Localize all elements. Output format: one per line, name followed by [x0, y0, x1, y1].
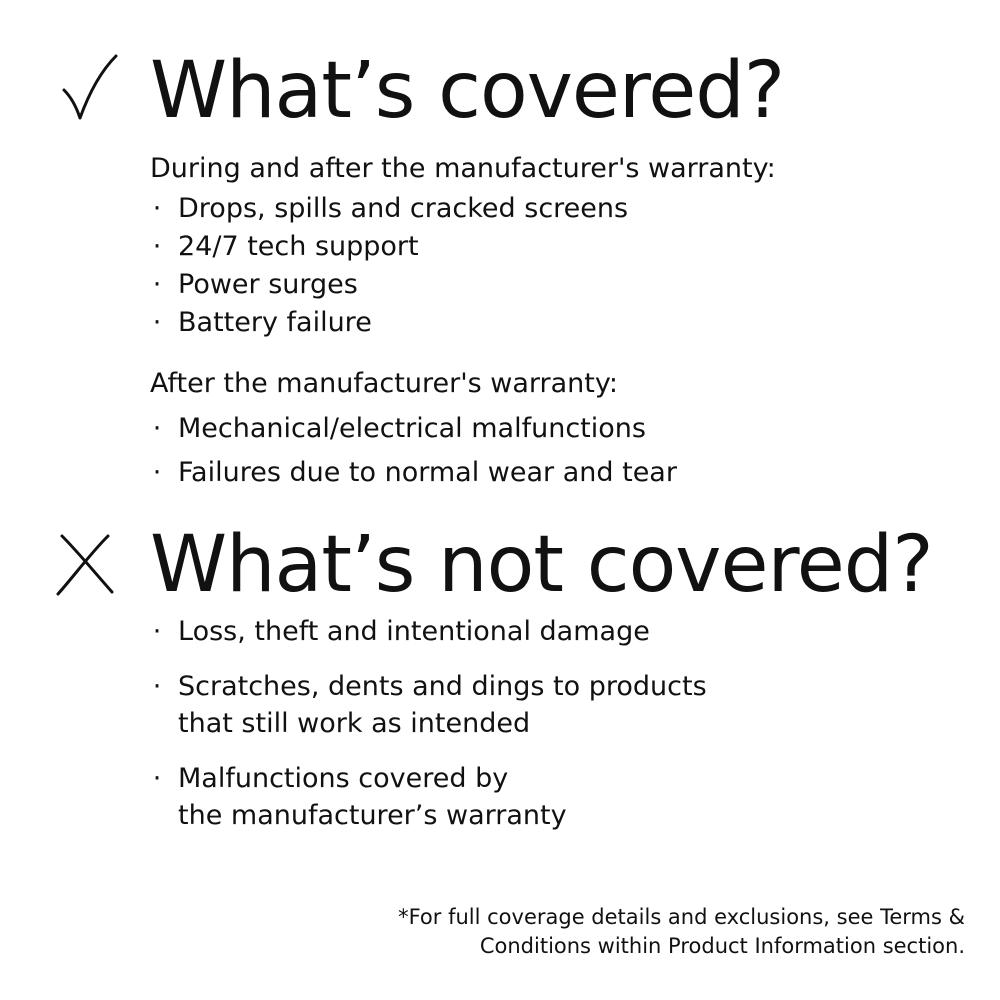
- covered-item-power-surges: Power surges: [178, 269, 358, 300]
- not-covered-item-scratches-cont: that still work as intended: [178, 708, 531, 739]
- cross-mark-icon: [52, 530, 118, 598]
- not-covered-item-scratches: Scratches, dents and dings to products: [178, 671, 707, 702]
- footnote-line-1: *For full coverage details and exclusions, see Terms &: [398, 905, 965, 929]
- footnote-line-2: Conditions within Product Information section.: [479, 934, 965, 958]
- covered-item-malfunctions: Mechanical/electrical malfunctions: [178, 413, 646, 444]
- not-covered-item-manufacturer: Malfunctions covered by: [178, 763, 509, 794]
- bullet-glyph: ·: [152, 457, 162, 488]
- not-covered-heading: What’s not covered?: [150, 520, 933, 610]
- covered-intro-during-after: During and after the manufacturer's warranty:: [150, 153, 776, 184]
- bullet-glyph: ·: [152, 193, 162, 224]
- bullet-glyph: ·: [152, 763, 162, 794]
- not-covered-item-manufacturer-cont: the manufacturer’s warranty: [178, 800, 567, 831]
- footnote: [398, 903, 965, 961]
- covered-item-drops: Drops, spills and cracked screens: [178, 193, 629, 224]
- covered-heading: What’s covered?: [150, 46, 785, 136]
- bullet-glyph: ·: [152, 616, 162, 647]
- covered-item-wear-tear: Failures due to normal wear and tear: [178, 457, 677, 488]
- covered-intro-after: After the manufacturer's warranty:: [150, 368, 618, 399]
- bullet-glyph: ·: [152, 671, 162, 702]
- bullet-glyph: ·: [152, 269, 162, 300]
- check-mark-icon: [58, 52, 120, 122]
- bullet-glyph: ·: [152, 307, 162, 338]
- not-covered-item-loss: Loss, theft and intentional damage: [178, 616, 650, 647]
- bullet-glyph: ·: [152, 231, 162, 262]
- bullet-glyph: ·: [152, 413, 162, 444]
- covered-item-battery: Battery failure: [178, 307, 372, 338]
- covered-item-tech-support: 24/7 tech support: [178, 231, 419, 262]
